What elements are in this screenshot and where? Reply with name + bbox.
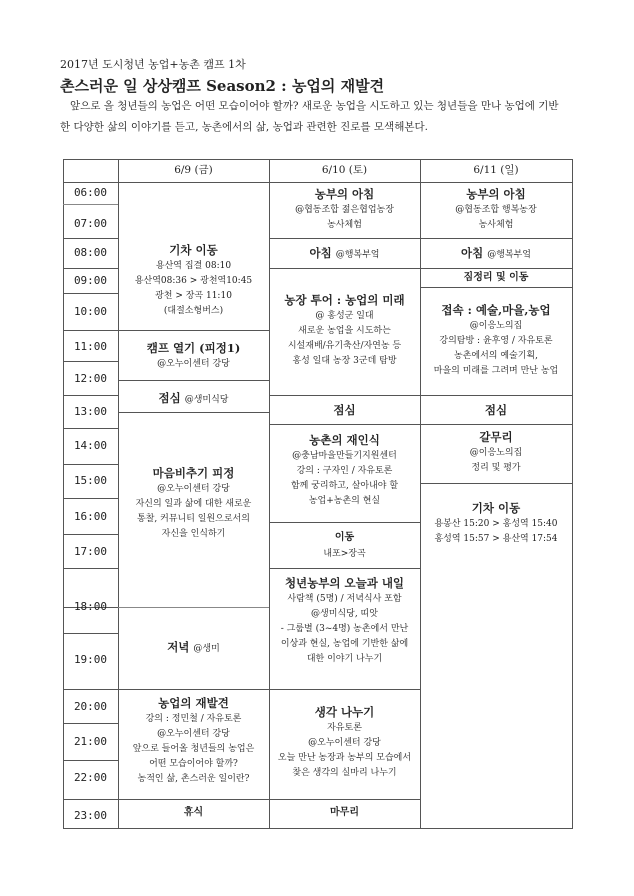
event-title: 점심: [333, 403, 356, 417]
event-title: 청년농부의 오늘과 내일: [284, 576, 405, 590]
time-label: 21:00: [73, 735, 108, 748]
event-title: 아침 @행복부엌: [460, 246, 531, 260]
event-detail: 홍성 일대 농장 3군데 탐방: [292, 356, 397, 366]
event-detail: 내포>장곡: [323, 549, 366, 559]
time-label: 13:00: [73, 405, 108, 418]
event-detail: 자신을 인식하기: [161, 529, 226, 539]
day-header: 6/11 (일): [473, 164, 519, 176]
event-farm-tour: [269, 291, 420, 369]
event-title: 농장 투어 : 농업의 미래: [284, 293, 405, 307]
event-move: [269, 529, 420, 562]
event-detail: 시설재배/유기축산/자연농 등: [287, 341, 402, 351]
event-detail: 용산역 집결 08:10: [155, 261, 232, 271]
event-detail: 대한 이야기 나누기: [306, 654, 383, 664]
event-breakfast: [269, 244, 420, 264]
event-title: 농촌의 재인식: [309, 433, 380, 447]
event-detail: 새로운 농업을 시도하는: [298, 326, 391, 336]
time-label: 15:00: [73, 474, 108, 487]
time-label: 16:00: [73, 510, 108, 523]
event-title: 농부의 아침: [314, 187, 375, 201]
event-title: 마음비추기 피정: [152, 466, 235, 480]
event-detail: 강의 : 구자인 / 자유토론: [296, 466, 393, 476]
time-label: 06:00: [73, 186, 108, 199]
time-label: 22:00: [73, 771, 108, 784]
event-title: 점심: [484, 403, 508, 417]
event-detail: @오누이센터 강당: [157, 484, 230, 494]
time-label: 18:00: [73, 600, 108, 613]
time-label: 11:00: [73, 340, 108, 353]
event-detail: 농사체험: [327, 220, 362, 230]
event-detail: @오누이센터 강당: [157, 729, 230, 739]
event-detail: 앞으로 들어올 청년들의 농업은: [132, 744, 255, 754]
event-train-return: [420, 499, 572, 547]
event-detail: 자유토론: [327, 723, 362, 733]
event-detail: 강의 : 정민철 / 자유토론: [145, 714, 242, 724]
event-detail: 강의탐방 : 윤후영 / 자유토론: [439, 336, 553, 346]
event-detail: 사람책 (5명) / 저녁식사 포함: [287, 594, 402, 604]
event-dinner: [118, 638, 269, 658]
event-detail: 찾은 생각의 실마리 나누기: [292, 768, 397, 778]
event-train-arrival: [118, 241, 269, 319]
event-detail: (대절소형버스): [163, 306, 224, 316]
event-detail: 광천 > 장곡 11:10: [155, 291, 232, 301]
day-header: 6/9 (금): [174, 164, 213, 176]
event-title: 기차 이동: [169, 243, 218, 257]
event-detail: - 그룹별 (3~4명) 농촌에서 만난: [280, 624, 409, 634]
event-detail: @충남마을만들기지원센터: [292, 451, 397, 461]
event-detail: 자신의 일과 삶에 대한 새로운: [135, 499, 252, 509]
event-title: 짐정리 및 이동: [463, 272, 529, 283]
event-detail: 농촌에서의 예술기획,: [454, 351, 538, 361]
event-art-village-farming: [420, 301, 572, 379]
event-title: 캠프 열기 (피정1): [146, 341, 241, 355]
intro-line: 앞으로 올 청년들의 농업은 어떤 모습이어야 할까? 새로운 농업을 시도하고 있는 청년들을 만나 농업에 기반: [70, 100, 559, 112]
event-title: 접속 : 예술,마을,농업: [441, 303, 551, 317]
document-subtitle: 2017년 도시청년 농업+농촌 캠프 1차: [60, 58, 246, 71]
time-label: 19:00: [73, 653, 108, 666]
intro-line: 한 다양한 삶의 이야기를 듣고, 농촌에서의 삶, 농업과 관련한 진로를 모색해본다.: [60, 121, 428, 133]
event-detail: 농적인 삶, 촌스러운 일이란?: [137, 774, 250, 784]
event-title: 저녁 @생미: [167, 640, 220, 654]
time-label: 23:00: [73, 809, 108, 822]
event-detail: @협동조합 젊은협업농장: [295, 205, 394, 215]
event-detail: 함께 궁리하고, 살아내야 할: [290, 481, 399, 491]
intro-paragraph: [60, 96, 580, 138]
event-farmer-morning: [420, 185, 572, 233]
event-title: 아침 @행복부엌: [309, 246, 380, 260]
event-detail: @오누이센터 강당: [157, 359, 230, 369]
event-detail: 통찰, 커뮤니티 일원으로서의: [137, 514, 250, 524]
event-wrap-up: [420, 428, 572, 476]
event-title: 갈무리: [479, 430, 513, 444]
time-label: 14:00: [73, 439, 108, 452]
event-detail: 마을의 미래를 그려며 만난 농업: [433, 366, 559, 376]
schedule-table: [63, 159, 573, 829]
event-retreat: [118, 464, 269, 542]
time-label: 10:00: [73, 305, 108, 318]
event-title: 농부의 아침: [466, 187, 526, 201]
event-detail: @생미식당, 띠앗: [311, 609, 378, 619]
event-detail: @오누이센터 강당: [308, 738, 381, 748]
event-breakfast: [420, 244, 572, 264]
event-detail: 용산역08:36 > 광천역10:45: [134, 276, 253, 286]
event-rural-recognition: [269, 431, 420, 509]
event-rediscover-farming: [118, 694, 269, 787]
event-detail: 오늘 만난 농장과 농부의 모습에서: [277, 753, 412, 763]
event-detail: 정리 및 평가: [471, 463, 521, 473]
event-lunch: [420, 401, 572, 419]
day-header: 6/10 (토): [321, 164, 368, 176]
time-label: 08:00: [73, 246, 108, 259]
event-detail: @이응노의집: [469, 321, 523, 331]
event-title: 기차 이동: [471, 501, 521, 515]
event-detail: 용봉산 15:20 > 홍성역 15:40: [434, 519, 558, 529]
event-title: 이동: [334, 532, 355, 543]
event-title: 마무리: [330, 807, 359, 818]
event-title: 휴식: [183, 807, 204, 818]
event-title: 농업의 재발견: [158, 696, 229, 710]
event-pack-and-move: [420, 269, 572, 287]
event-lunch: [269, 401, 420, 419]
event-detail: @이응노의집: [469, 448, 523, 458]
event-detail: 어떤 모습이어야 할까?: [149, 759, 238, 769]
time-label: 17:00: [73, 545, 108, 558]
time-label: 12:00: [73, 372, 108, 385]
event-detail: 홍성역 15:57 > 용산역 17:54: [434, 534, 558, 544]
document-title: 촌스러운 일 상상캠프 Season2 : 농업의 재발견: [60, 77, 385, 95]
event-camp-opening: [118, 339, 269, 372]
event-detail: 농사체험: [478, 220, 514, 230]
event-detail: 이상과 현실, 농업에 기반한 삶에: [280, 639, 409, 649]
event-rest: [118, 804, 269, 822]
event-title: 생각 나누기: [314, 705, 375, 719]
event-lunch: [118, 389, 269, 409]
event-detail: @ 홍성군 일대: [315, 311, 374, 321]
event-closing: [269, 804, 420, 822]
event-detail: @협동조합 행복농장: [455, 205, 537, 215]
event-farmer-morning: [269, 185, 420, 233]
event-young-farmers: [269, 574, 420, 667]
time-label: 20:00: [73, 700, 108, 713]
event-title: 점심 @생미식당: [158, 391, 229, 405]
time-label: 09:00: [73, 274, 108, 287]
event-share-thoughts: [269, 703, 420, 781]
time-label: 07:00: [73, 217, 108, 230]
event-detail: 농업+농촌의 현실: [308, 496, 381, 506]
